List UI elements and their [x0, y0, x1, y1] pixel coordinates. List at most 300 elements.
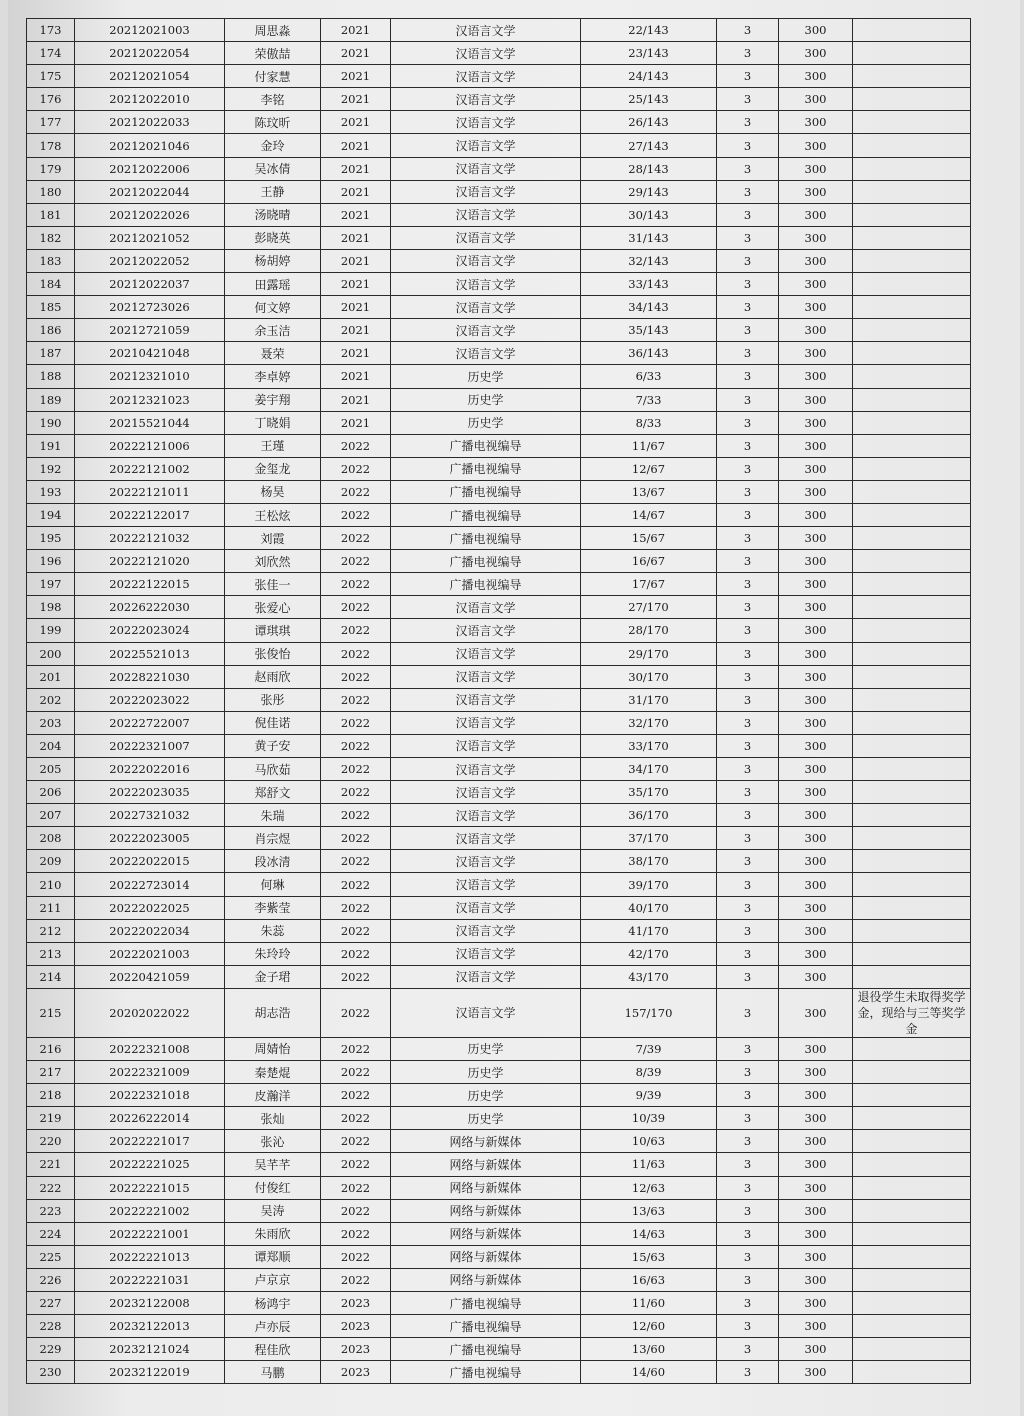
student-id-cell: 20215521044 [75, 411, 225, 434]
amount-cell: 300 [779, 781, 853, 804]
note-cell [853, 1107, 971, 1130]
grade-cell: 2022 [321, 1107, 391, 1130]
name-cell: 金玺龙 [225, 457, 321, 480]
note-cell [853, 758, 971, 781]
student-id-cell: 20212321023 [75, 388, 225, 411]
note-cell [853, 665, 971, 688]
student-id-cell: 20222022025 [75, 896, 225, 919]
table-row [27, 1153, 971, 1176]
student-id-cell: 20212021046 [75, 134, 225, 157]
name-cell: 胡志浩 [225, 988, 321, 1037]
note-cell [853, 319, 971, 342]
name-cell: 彭晓英 [225, 226, 321, 249]
level-cell: 3 [717, 827, 779, 850]
student-id-cell: 20212721059 [75, 319, 225, 342]
major-cell: 广播电视编导 [391, 434, 581, 457]
level-cell: 3 [717, 1245, 779, 1268]
note-cell [853, 1291, 971, 1314]
rank-cell: 22/143 [581, 19, 717, 42]
index-cell: 208 [27, 827, 75, 850]
rank-cell: 31/170 [581, 688, 717, 711]
level-cell: 3 [717, 273, 779, 296]
note-cell [853, 480, 971, 503]
level-cell: 3 [717, 873, 779, 896]
major-cell: 广播电视编导 [391, 527, 581, 550]
note-cell [853, 1315, 971, 1338]
rank-cell: 40/170 [581, 896, 717, 919]
index-cell: 190 [27, 411, 75, 434]
table-row [27, 873, 971, 896]
index-cell: 182 [27, 226, 75, 249]
level-cell: 3 [717, 1338, 779, 1361]
index-cell: 196 [27, 550, 75, 573]
major-cell: 汉语言文学 [391, 596, 581, 619]
paper-sheet [8, 0, 1020, 1416]
level-cell: 3 [717, 573, 779, 596]
rank-cell: 37/170 [581, 827, 717, 850]
note-cell [853, 180, 971, 203]
index-cell: 203 [27, 711, 75, 734]
major-cell: 汉语言文学 [391, 157, 581, 180]
index-cell: 226 [27, 1268, 75, 1291]
major-cell: 汉语言文学 [391, 203, 581, 226]
major-cell: 汉语言文学 [391, 896, 581, 919]
table-row [27, 942, 971, 965]
rank-cell: 43/170 [581, 965, 717, 988]
level-cell: 3 [717, 1061, 779, 1084]
table-row [27, 1037, 971, 1060]
rank-cell: 7/33 [581, 388, 717, 411]
student-id-cell: 20232122008 [75, 1291, 225, 1314]
rank-cell: 16/67 [581, 550, 717, 573]
major-cell: 广播电视编导 [391, 573, 581, 596]
amount-cell: 300 [779, 1222, 853, 1245]
level-cell: 3 [717, 434, 779, 457]
note-cell [853, 1222, 971, 1245]
level-cell: 3 [717, 88, 779, 111]
level-cell: 3 [717, 249, 779, 272]
note-cell [853, 365, 971, 388]
name-cell: 倪佳诺 [225, 711, 321, 734]
note-cell [853, 642, 971, 665]
major-cell: 网络与新媒体 [391, 1199, 581, 1222]
student-id-cell: 20222321007 [75, 734, 225, 757]
note-cell [853, 1361, 971, 1384]
note-cell [853, 711, 971, 734]
amount-cell: 300 [779, 965, 853, 988]
student-id-cell: 20222121002 [75, 457, 225, 480]
major-cell: 汉语言文学 [391, 734, 581, 757]
grade-cell: 2022 [321, 873, 391, 896]
student-id-cell: 20212021054 [75, 65, 225, 88]
name-cell: 何文婷 [225, 296, 321, 319]
amount-cell: 300 [779, 665, 853, 688]
rank-cell: 35/143 [581, 319, 717, 342]
grade-cell: 2021 [321, 365, 391, 388]
amount-cell: 300 [779, 1245, 853, 1268]
major-cell: 汉语言文学 [391, 226, 581, 249]
name-cell: 姜宇翔 [225, 388, 321, 411]
note-cell [853, 388, 971, 411]
index-cell: 183 [27, 249, 75, 272]
amount-cell: 300 [779, 688, 853, 711]
student-id-cell: 20212022044 [75, 180, 225, 203]
level-cell: 3 [717, 111, 779, 134]
amount-cell: 300 [779, 1037, 853, 1060]
level-cell: 3 [717, 596, 779, 619]
student-id-cell: 20222121011 [75, 480, 225, 503]
index-cell: 191 [27, 434, 75, 457]
major-cell: 网络与新媒体 [391, 1222, 581, 1245]
amount-cell: 300 [779, 1338, 853, 1361]
amount-cell: 300 [779, 1361, 853, 1384]
rank-cell: 34/170 [581, 758, 717, 781]
major-cell: 历史学 [391, 1107, 581, 1130]
student-id-cell: 20222121020 [75, 550, 225, 573]
rank-cell: 24/143 [581, 65, 717, 88]
level-cell: 3 [717, 642, 779, 665]
rank-cell: 9/39 [581, 1084, 717, 1107]
major-cell: 汉语言文学 [391, 665, 581, 688]
table-row [27, 226, 971, 249]
note-cell [853, 873, 971, 896]
index-cell: 202 [27, 688, 75, 711]
rank-cell: 29/170 [581, 642, 717, 665]
grade-cell: 2023 [321, 1315, 391, 1338]
note-cell [853, 1130, 971, 1153]
student-id-cell: 20232122013 [75, 1315, 225, 1338]
table-row [27, 827, 971, 850]
level-cell: 3 [717, 226, 779, 249]
index-cell: 218 [27, 1084, 75, 1107]
note-cell [853, 1084, 971, 1107]
level-cell: 3 [717, 619, 779, 642]
table-body [27, 19, 971, 1384]
student-id-cell: 20222321018 [75, 1084, 225, 1107]
rank-cell: 36/170 [581, 804, 717, 827]
index-cell: 206 [27, 781, 75, 804]
rank-cell: 17/67 [581, 573, 717, 596]
rank-cell: 7/39 [581, 1037, 717, 1060]
index-cell: 215 [27, 988, 75, 1037]
level-cell: 3 [717, 550, 779, 573]
name-cell: 皮瀚洋 [225, 1084, 321, 1107]
index-cell: 194 [27, 503, 75, 526]
index-cell: 214 [27, 965, 75, 988]
major-cell: 汉语言文学 [391, 19, 581, 42]
amount-cell: 300 [779, 1268, 853, 1291]
note-cell [853, 203, 971, 226]
grade-cell: 2022 [321, 1130, 391, 1153]
name-cell: 吴芊芊 [225, 1153, 321, 1176]
name-cell: 刘欣然 [225, 550, 321, 573]
rank-cell: 8/33 [581, 411, 717, 434]
grade-cell: 2022 [321, 988, 391, 1037]
level-cell: 3 [717, 688, 779, 711]
index-cell: 173 [27, 19, 75, 42]
major-cell: 汉语言文学 [391, 942, 581, 965]
amount-cell: 300 [779, 734, 853, 757]
amount-cell: 300 [779, 988, 853, 1037]
amount-cell: 300 [779, 273, 853, 296]
student-id-cell: 20222221017 [75, 1130, 225, 1153]
major-cell: 历史学 [391, 1061, 581, 1084]
note-cell [853, 42, 971, 65]
table-row [27, 688, 971, 711]
note-cell [853, 19, 971, 42]
note-cell [853, 434, 971, 457]
amount-cell: 300 [779, 342, 853, 365]
rank-cell: 13/67 [581, 480, 717, 503]
level-cell: 3 [717, 896, 779, 919]
grade-cell: 2022 [321, 734, 391, 757]
index-cell: 200 [27, 642, 75, 665]
grade-cell: 2021 [321, 388, 391, 411]
grade-cell: 2022 [321, 711, 391, 734]
table-row [27, 550, 971, 573]
name-cell: 张沁 [225, 1130, 321, 1153]
rank-cell: 11/67 [581, 434, 717, 457]
index-cell: 229 [27, 1338, 75, 1361]
note-cell [853, 342, 971, 365]
table-row [27, 988, 971, 1037]
major-cell: 汉语言文学 [391, 850, 581, 873]
level-cell: 3 [717, 296, 779, 319]
note-cell [853, 296, 971, 319]
level-cell: 3 [717, 19, 779, 42]
level-cell: 3 [717, 480, 779, 503]
amount-cell: 300 [779, 1176, 853, 1199]
student-id-cell: 20226222030 [75, 596, 225, 619]
student-id-cell: 20222221013 [75, 1245, 225, 1268]
name-cell: 朱蕊 [225, 919, 321, 942]
table-row [27, 965, 971, 988]
student-id-cell: 20222321008 [75, 1037, 225, 1060]
grade-cell: 2022 [321, 1153, 391, 1176]
table-row [27, 665, 971, 688]
major-cell: 汉语言文学 [391, 619, 581, 642]
rank-cell: 33/143 [581, 273, 717, 296]
major-cell: 广播电视编导 [391, 503, 581, 526]
level-cell: 3 [717, 65, 779, 88]
level-cell: 3 [717, 665, 779, 688]
note-cell [853, 88, 971, 111]
rank-cell: 13/63 [581, 1199, 717, 1222]
level-cell: 3 [717, 850, 779, 873]
level-cell: 3 [717, 711, 779, 734]
major-cell: 汉语言文学 [391, 804, 581, 827]
note-cell [853, 65, 971, 88]
note-cell [853, 1245, 971, 1268]
note-cell [853, 226, 971, 249]
grade-cell: 2021 [321, 134, 391, 157]
amount-cell: 300 [779, 180, 853, 203]
student-id-cell: 20222221031 [75, 1268, 225, 1291]
major-cell: 汉语言文学 [391, 342, 581, 365]
rank-cell: 6/33 [581, 365, 717, 388]
table-row [27, 1222, 971, 1245]
index-cell: 210 [27, 873, 75, 896]
index-cell: 219 [27, 1107, 75, 1130]
student-id-cell: 20222221002 [75, 1199, 225, 1222]
rank-cell: 32/170 [581, 711, 717, 734]
note-cell [853, 781, 971, 804]
amount-cell: 300 [779, 134, 853, 157]
level-cell: 3 [717, 988, 779, 1037]
student-id-cell: 20222022016 [75, 758, 225, 781]
rank-cell: 13/60 [581, 1338, 717, 1361]
grade-cell: 2021 [321, 180, 391, 203]
table-row [27, 1084, 971, 1107]
level-cell: 3 [717, 411, 779, 434]
amount-cell: 300 [779, 1130, 853, 1153]
major-cell: 广播电视编导 [391, 1338, 581, 1361]
index-cell: 211 [27, 896, 75, 919]
index-cell: 224 [27, 1222, 75, 1245]
rank-cell: 28/143 [581, 157, 717, 180]
table-row [27, 642, 971, 665]
table-row [27, 1245, 971, 1268]
grade-cell: 2022 [321, 896, 391, 919]
name-cell: 吴冰倩 [225, 157, 321, 180]
grade-cell: 2022 [321, 804, 391, 827]
name-cell: 段冰清 [225, 850, 321, 873]
table-row [27, 457, 971, 480]
grade-cell: 2021 [321, 65, 391, 88]
level-cell: 3 [717, 1199, 779, 1222]
level-cell: 3 [717, 388, 779, 411]
amount-cell: 300 [779, 1061, 853, 1084]
student-id-cell: 20227321032 [75, 804, 225, 827]
rank-cell: 26/143 [581, 111, 717, 134]
student-id-cell: 20222023024 [75, 619, 225, 642]
amount-cell: 300 [779, 850, 853, 873]
table-row [27, 365, 971, 388]
note-cell [853, 157, 971, 180]
note-cell [853, 527, 971, 550]
grade-cell: 2022 [321, 850, 391, 873]
grade-cell: 2022 [321, 1268, 391, 1291]
table-row [27, 1130, 971, 1153]
table-row [27, 1199, 971, 1222]
grade-cell: 2022 [321, 665, 391, 688]
name-cell: 王瑾 [225, 434, 321, 457]
table-row [27, 319, 971, 342]
table-row [27, 850, 971, 873]
note-cell [853, 1199, 971, 1222]
grade-cell: 2022 [321, 1176, 391, 1199]
grade-cell: 2021 [321, 249, 391, 272]
major-cell: 汉语言文学 [391, 711, 581, 734]
amount-cell: 300 [779, 919, 853, 942]
table-row [27, 42, 971, 65]
note-cell [853, 1176, 971, 1199]
student-id-cell: 20222221025 [75, 1153, 225, 1176]
index-cell: 193 [27, 480, 75, 503]
table-row [27, 503, 971, 526]
student-id-cell: 20212022054 [75, 42, 225, 65]
rank-cell: 14/60 [581, 1361, 717, 1384]
name-cell: 付俊红 [225, 1176, 321, 1199]
student-id-cell: 20222023005 [75, 827, 225, 850]
major-cell: 汉语言文学 [391, 758, 581, 781]
rank-cell: 12/67 [581, 457, 717, 480]
name-cell: 李铭 [225, 88, 321, 111]
name-cell: 谭郑顺 [225, 1245, 321, 1268]
rank-cell: 12/60 [581, 1315, 717, 1338]
level-cell: 3 [717, 734, 779, 757]
name-cell: 金子珺 [225, 965, 321, 988]
rank-cell: 34/143 [581, 296, 717, 319]
major-cell: 汉语言文学 [391, 111, 581, 134]
name-cell: 金玲 [225, 134, 321, 157]
index-cell: 199 [27, 619, 75, 642]
name-cell: 荣傲喆 [225, 42, 321, 65]
note-cell: 退役学生未取得奖学金，现给与三等奖学金 [853, 988, 971, 1037]
grade-cell: 2022 [321, 1061, 391, 1084]
name-cell: 汤晓晴 [225, 203, 321, 226]
table-row [27, 65, 971, 88]
amount-cell: 300 [779, 480, 853, 503]
rank-cell: 30/143 [581, 203, 717, 226]
grade-cell: 2021 [321, 411, 391, 434]
major-cell: 历史学 [391, 411, 581, 434]
table-row [27, 711, 971, 734]
level-cell: 3 [717, 457, 779, 480]
name-cell: 丁晓娟 [225, 411, 321, 434]
major-cell: 汉语言文学 [391, 273, 581, 296]
grade-cell: 2022 [321, 942, 391, 965]
rank-cell: 15/63 [581, 1245, 717, 1268]
amount-cell: 300 [779, 596, 853, 619]
grade-cell: 2021 [321, 342, 391, 365]
major-cell: 广播电视编导 [391, 1315, 581, 1338]
student-id-cell: 20212021003 [75, 19, 225, 42]
index-cell: 198 [27, 596, 75, 619]
table-row [27, 157, 971, 180]
level-cell: 3 [717, 781, 779, 804]
index-cell: 209 [27, 850, 75, 873]
name-cell: 杨胡婷 [225, 249, 321, 272]
table-row [27, 919, 971, 942]
grade-cell: 2021 [321, 226, 391, 249]
student-id-cell: 20212022037 [75, 273, 225, 296]
amount-cell: 300 [779, 203, 853, 226]
rank-cell: 31/143 [581, 226, 717, 249]
name-cell: 张灿 [225, 1107, 321, 1130]
index-cell: 225 [27, 1245, 75, 1268]
index-cell: 207 [27, 804, 75, 827]
grade-cell: 2021 [321, 273, 391, 296]
major-cell: 广播电视编导 [391, 480, 581, 503]
major-cell: 汉语言文学 [391, 65, 581, 88]
major-cell: 汉语言文学 [391, 642, 581, 665]
rank-cell: 41/170 [581, 919, 717, 942]
major-cell: 汉语言文学 [391, 688, 581, 711]
amount-cell: 300 [779, 157, 853, 180]
note-cell [853, 111, 971, 134]
level-cell: 3 [717, 1176, 779, 1199]
amount-cell: 300 [779, 758, 853, 781]
rank-cell: 10/63 [581, 1130, 717, 1153]
amount-cell: 300 [779, 942, 853, 965]
name-cell: 黄子安 [225, 734, 321, 757]
table-row [27, 758, 971, 781]
amount-cell: 300 [779, 827, 853, 850]
note-cell [853, 1338, 971, 1361]
student-id-cell: 20222022015 [75, 850, 225, 873]
note-cell [853, 573, 971, 596]
